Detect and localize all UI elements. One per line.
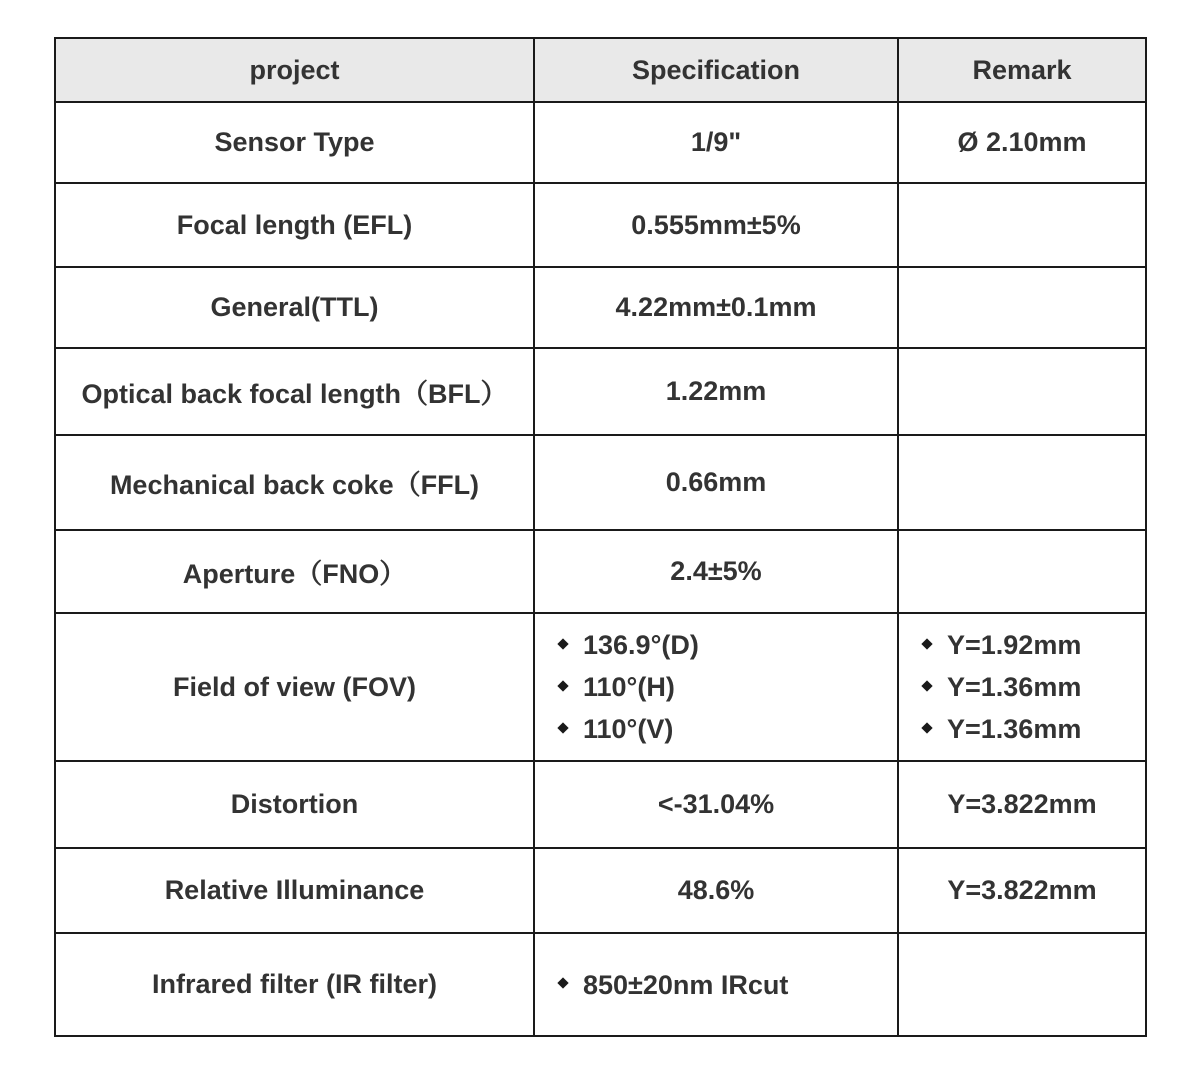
spec-table <box>54 37 1147 1037</box>
remark-cell <box>898 613 1146 761</box>
list-item-text: Y=1.92mm <box>947 630 1082 660</box>
table-row <box>55 348 1146 435</box>
table-row <box>55 267 1146 348</box>
diamond-bullet-icon <box>557 978 568 989</box>
diamond-bullet-icon <box>921 722 932 733</box>
header-project: project <box>55 38 534 102</box>
table-row <box>55 530 1146 613</box>
list-item <box>559 666 887 708</box>
spec-cell: 0.555mm±5% <box>534 183 898 267</box>
list-item <box>559 708 887 750</box>
project-cell: General(TTL) <box>55 267 534 348</box>
remark-cell: Y=3.822mm <box>898 761 1146 848</box>
spec-cell: 2.4±5% <box>534 530 898 613</box>
remark-cell <box>898 348 1146 435</box>
remark-cell: Y=3.822mm <box>898 848 1146 933</box>
list-item <box>923 624 1135 666</box>
diamond-bullet-icon <box>921 638 932 649</box>
table-row <box>55 761 1146 848</box>
project-cell: Relative Illuminance <box>55 848 534 933</box>
table-row <box>55 613 1146 761</box>
list-item <box>559 624 887 666</box>
diamond-bullet-icon <box>557 722 568 733</box>
list-item <box>923 666 1135 708</box>
diamond-bullet-icon <box>557 638 568 649</box>
list-item <box>923 708 1135 750</box>
list-item-text: Y=1.36mm <box>947 672 1082 702</box>
header-specification: Specification <box>534 38 898 102</box>
remark-cell <box>898 183 1146 267</box>
list-item-text: 110°(H) <box>583 672 675 702</box>
table-row <box>55 848 1146 933</box>
list-item-text: Y=1.36mm <box>947 714 1082 744</box>
spec-bullet-list <box>545 964 887 1006</box>
spec-cell: 1/9" <box>534 102 898 183</box>
diamond-bullet-icon <box>557 680 568 691</box>
spec-cell <box>534 933 898 1036</box>
table-row <box>55 435 1146 530</box>
project-cell: Infrared filter (IR filter) <box>55 933 534 1036</box>
table-row <box>55 933 1146 1036</box>
remark-cell <box>898 530 1146 613</box>
spec-cell: 48.6% <box>534 848 898 933</box>
diamond-bullet-icon <box>921 680 932 691</box>
spec-bullet-list <box>545 624 887 750</box>
spec-cell: 0.66mm <box>534 435 898 530</box>
list-item <box>559 964 887 1006</box>
table-row <box>55 102 1146 183</box>
header-row <box>55 38 1146 102</box>
project-cell: Optical back focal length（BFL） <box>55 348 534 435</box>
remark-cell <box>898 267 1146 348</box>
project-cell: Sensor Type <box>55 102 534 183</box>
project-cell: Mechanical back coke（FFL) <box>55 435 534 530</box>
remark-cell <box>898 933 1146 1036</box>
spec-cell: 4.22mm±0.1mm <box>534 267 898 348</box>
remark-bullet-list <box>909 624 1135 750</box>
header-remark: Remark <box>898 38 1146 102</box>
spec-cell: <-31.04% <box>534 761 898 848</box>
table-row <box>55 183 1146 267</box>
spec-cell <box>534 613 898 761</box>
project-cell: Field of view (FOV) <box>55 613 534 761</box>
project-cell: Focal length (EFL) <box>55 183 534 267</box>
project-cell: Aperture（FNO） <box>55 530 534 613</box>
spec-cell: 1.22mm <box>534 348 898 435</box>
list-item-text: 850±20nm IRcut <box>583 969 789 1000</box>
project-cell: Distortion <box>55 761 534 848</box>
remark-cell <box>898 435 1146 530</box>
list-item-text: 136.9°(D) <box>583 630 699 660</box>
remark-cell: Ø 2.10mm <box>898 102 1146 183</box>
list-item-text: 110°(V) <box>583 714 674 744</box>
